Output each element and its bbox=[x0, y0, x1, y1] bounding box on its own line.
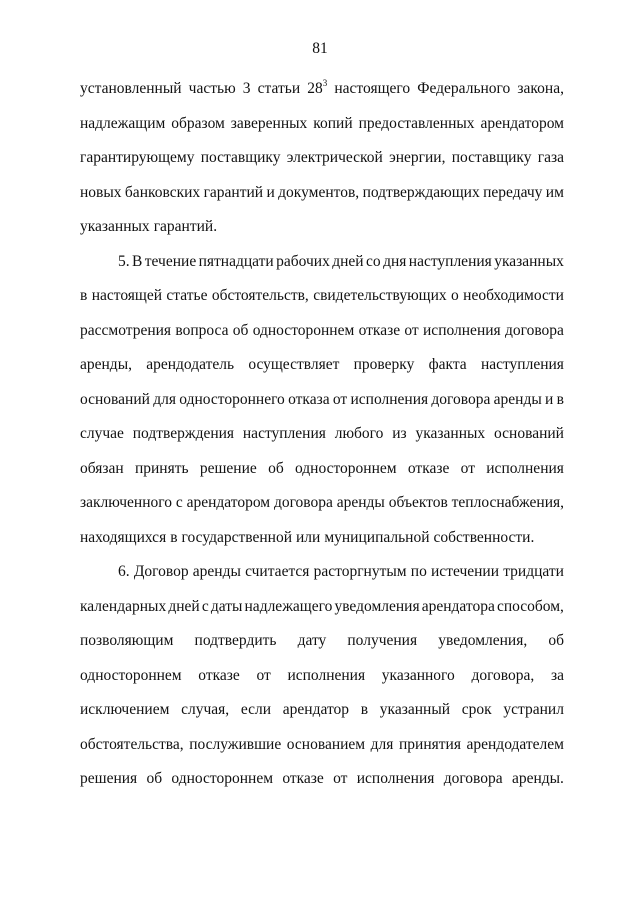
text-line bbox=[80, 590, 564, 625]
superscript: 3 bbox=[322, 78, 328, 88]
text-line bbox=[80, 245, 564, 280]
word: от bbox=[333, 770, 348, 787]
word: одностороннем bbox=[294, 459, 397, 477]
word: 3 bbox=[242, 80, 251, 97]
word: исполнения bbox=[356, 770, 435, 787]
word: принять bbox=[134, 459, 189, 477]
word: Договор bbox=[133, 563, 189, 580]
word: решения bbox=[80, 770, 138, 787]
text-line bbox=[80, 762, 564, 797]
word: или bbox=[296, 528, 321, 546]
word: надлежащим bbox=[80, 114, 166, 132]
word: принятия bbox=[398, 735, 461, 753]
word: обязан bbox=[80, 459, 124, 477]
word: аренды bbox=[336, 494, 385, 511]
word: считается bbox=[245, 563, 310, 580]
word: со bbox=[366, 252, 381, 270]
text-line bbox=[80, 486, 564, 521]
word: $28^3$ bbox=[307, 78, 328, 97]
word: наступления bbox=[242, 425, 326, 442]
word: указанный bbox=[379, 701, 451, 718]
paragraph-1 bbox=[80, 72, 564, 245]
word: если bbox=[240, 701, 272, 718]
word: пятнадцати bbox=[198, 252, 274, 270]
word: в bbox=[360, 701, 369, 718]
word: арендатором bbox=[186, 494, 271, 511]
word: указанных bbox=[80, 218, 150, 235]
word: статьи bbox=[257, 80, 301, 97]
word: договора, bbox=[471, 666, 535, 684]
word: копий bbox=[313, 114, 353, 132]
word: проверку bbox=[353, 356, 415, 373]
word: документов, bbox=[278, 183, 360, 201]
word: указанного bbox=[381, 666, 455, 684]
word: о bbox=[451, 287, 459, 304]
word: поставщику bbox=[200, 149, 281, 166]
word: отказе bbox=[198, 666, 240, 684]
word: случае bbox=[80, 425, 124, 442]
word: энергии, bbox=[389, 149, 446, 166]
word: расторгнутым bbox=[313, 563, 407, 580]
word: дней bbox=[168, 597, 200, 615]
word: об bbox=[146, 770, 163, 787]
word: дату bbox=[297, 632, 327, 649]
word: случая, bbox=[181, 701, 230, 718]
word: наступления bbox=[480, 356, 564, 373]
word: указанных bbox=[494, 252, 564, 270]
word: за bbox=[550, 666, 564, 684]
word: исполнения bbox=[486, 459, 564, 477]
word: любого bbox=[334, 425, 384, 442]
word: одностороннем bbox=[171, 770, 274, 787]
word: уведомления, bbox=[438, 632, 528, 649]
word: Федерального bbox=[417, 80, 511, 97]
word: новых bbox=[80, 183, 122, 201]
word: 6. bbox=[118, 563, 130, 580]
word: теплоснабжения, bbox=[451, 494, 564, 511]
word: подтвердить bbox=[194, 632, 277, 649]
word: от bbox=[460, 459, 475, 477]
word: с bbox=[175, 494, 183, 511]
word: одностороннем bbox=[252, 321, 355, 339]
text-line bbox=[80, 348, 564, 383]
word: арендодателем bbox=[466, 735, 564, 753]
word: срок bbox=[461, 701, 492, 718]
word: вопроса bbox=[175, 321, 229, 339]
text-line bbox=[80, 279, 564, 314]
word: осуществляет bbox=[248, 356, 340, 373]
word: способом, bbox=[496, 597, 564, 615]
word: оснований bbox=[494, 425, 564, 442]
word: уведомления bbox=[334, 597, 420, 615]
word: договора bbox=[443, 770, 503, 787]
paragraph-2 bbox=[80, 245, 564, 556]
word: для bbox=[370, 735, 394, 753]
word: и bbox=[545, 390, 554, 408]
word: гарантий. bbox=[153, 218, 218, 235]
word: с bbox=[201, 597, 209, 615]
word: дня bbox=[383, 252, 407, 270]
word: договора bbox=[504, 321, 564, 339]
word: отказе bbox=[407, 459, 450, 477]
word: получения bbox=[347, 632, 418, 649]
document-body bbox=[80, 72, 564, 797]
word: в bbox=[170, 528, 178, 546]
word: заключенного bbox=[80, 494, 172, 511]
word: рабочих bbox=[276, 252, 330, 270]
word: частью bbox=[188, 80, 236, 97]
word: настоящего bbox=[334, 80, 411, 97]
word: электрической bbox=[286, 149, 383, 166]
word: отказе bbox=[358, 321, 401, 339]
text-line bbox=[80, 659, 564, 694]
word: от bbox=[256, 666, 271, 684]
word: свидетельствующих bbox=[313, 287, 447, 304]
text-line bbox=[80, 728, 564, 763]
word: наступления bbox=[408, 252, 492, 270]
word: установленный bbox=[80, 80, 182, 97]
word: исключением bbox=[80, 701, 170, 718]
word: подтверждения bbox=[132, 425, 235, 442]
word: факта bbox=[428, 356, 467, 373]
text-line bbox=[80, 210, 564, 245]
word: надлежащего bbox=[244, 597, 333, 615]
text-line bbox=[80, 417, 564, 452]
word: от bbox=[332, 390, 348, 408]
word: об bbox=[232, 321, 249, 339]
word: арендодатель bbox=[146, 356, 235, 373]
word: в bbox=[556, 390, 564, 408]
word: банковских bbox=[124, 183, 201, 201]
word: находящихся bbox=[80, 528, 167, 546]
text-line bbox=[80, 72, 564, 107]
text-line bbox=[80, 452, 564, 487]
word: течение bbox=[144, 252, 197, 270]
word: в bbox=[80, 287, 88, 304]
text-line bbox=[80, 383, 564, 418]
word: передачу bbox=[483, 183, 543, 201]
word: статье bbox=[166, 287, 208, 304]
word: предоставленных bbox=[358, 114, 475, 132]
word: из bbox=[392, 425, 407, 442]
word: 5. bbox=[118, 252, 130, 270]
text-line bbox=[80, 141, 564, 176]
word: закона, bbox=[517, 80, 564, 97]
word: основанием bbox=[286, 735, 366, 753]
word: аренды. bbox=[511, 770, 564, 787]
word: и bbox=[266, 183, 275, 201]
word: истечении bbox=[431, 563, 500, 580]
word: оснований bbox=[80, 390, 150, 408]
word: календарных bbox=[80, 597, 167, 615]
word: необходимости bbox=[463, 287, 564, 304]
text-line bbox=[80, 693, 564, 728]
word: аренды bbox=[493, 390, 542, 408]
word: В bbox=[132, 252, 143, 270]
word: позволяющим bbox=[80, 632, 174, 649]
word: собственности. bbox=[433, 528, 535, 546]
word: заверенных bbox=[230, 114, 308, 132]
word: одностороннего bbox=[179, 390, 285, 408]
word: одностороннем bbox=[80, 666, 182, 684]
word: от bbox=[404, 321, 419, 339]
word: указанных bbox=[415, 425, 486, 442]
word: гарантий bbox=[203, 183, 264, 201]
word: дней bbox=[332, 252, 364, 270]
word: образом bbox=[171, 114, 225, 132]
word: договора bbox=[273, 494, 333, 511]
word: устранил bbox=[503, 701, 564, 718]
word: арендатор bbox=[282, 701, 350, 718]
word: договора bbox=[431, 390, 491, 408]
word: тридцати bbox=[503, 563, 564, 580]
word: обстоятельств, bbox=[211, 287, 309, 304]
word: отказе bbox=[282, 770, 324, 787]
word: для bbox=[153, 390, 176, 408]
word: настоящей bbox=[91, 287, 163, 304]
word: поставщику bbox=[451, 149, 532, 166]
word: аренды bbox=[192, 563, 241, 580]
text-line bbox=[80, 555, 564, 590]
word: подтверждающих bbox=[362, 183, 480, 201]
text-line bbox=[80, 314, 564, 349]
text-line bbox=[80, 107, 564, 142]
word: решение bbox=[199, 459, 257, 477]
text-line bbox=[80, 624, 564, 659]
word: об bbox=[548, 632, 564, 649]
word: по bbox=[410, 563, 427, 580]
word: исполнения bbox=[350, 390, 429, 408]
word: им bbox=[545, 183, 564, 201]
word: объектов bbox=[388, 494, 448, 511]
word: даты bbox=[210, 597, 243, 615]
word: послужившие bbox=[189, 735, 282, 753]
text-line bbox=[80, 176, 564, 211]
word: гарантирующему bbox=[80, 149, 195, 166]
text-line bbox=[80, 521, 564, 556]
paragraph-3 bbox=[80, 555, 564, 797]
word: отказа bbox=[288, 390, 330, 408]
word: газа bbox=[537, 149, 564, 166]
word: об bbox=[268, 459, 284, 477]
page-number: 81 bbox=[312, 40, 328, 57]
word: арендатора bbox=[421, 597, 495, 615]
word: исполнения bbox=[423, 321, 501, 339]
word: муниципальной bbox=[324, 528, 430, 546]
word: исполнения bbox=[287, 666, 366, 684]
word: арендатором bbox=[480, 114, 564, 132]
word: обстоятельства, bbox=[80, 735, 184, 753]
word: аренды, bbox=[80, 356, 132, 373]
word: рассмотрения bbox=[80, 321, 172, 339]
word: государственной bbox=[181, 528, 292, 546]
